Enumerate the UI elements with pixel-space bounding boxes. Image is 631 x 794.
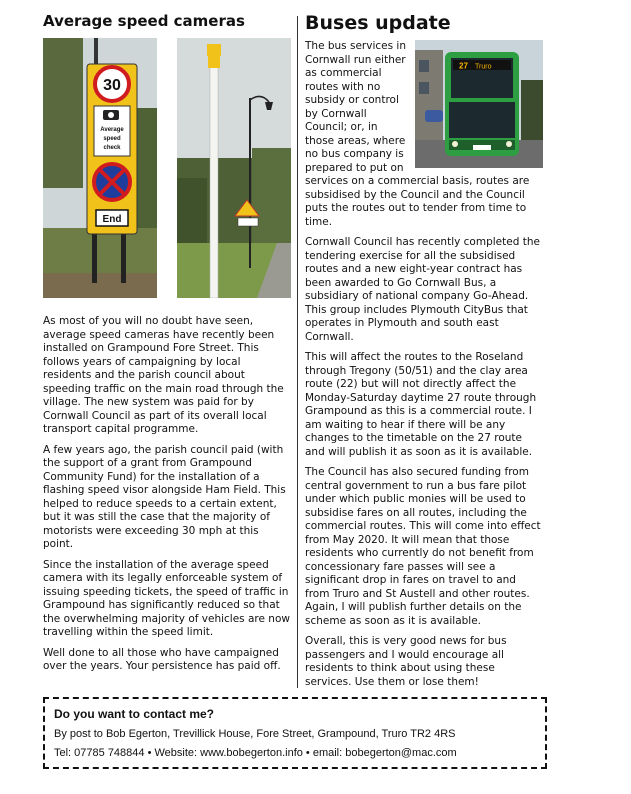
- bus-destination: Truro: [475, 63, 492, 71]
- bus-photo: [415, 40, 543, 168]
- sign-line-3: check: [103, 145, 121, 151]
- speed-sign-photo: [43, 38, 157, 298]
- bus-route-number: 27: [459, 61, 468, 71]
- contact-title: Do you want to contact me?: [54, 707, 215, 721]
- column-divider: [297, 16, 298, 688]
- sign-line-1: Average: [100, 127, 124, 133]
- sign-line-2: speed: [103, 136, 121, 142]
- buses-paragraph-1: The bus services in Cornwall run either as commercial routes with no subsidy or control by Cornwall Council; or, in those areas, where no bus company is prepared to put on services on a commercial basis, routes are subsidised by the Council and the Council puts the routes out to tender from time to time.: [305, 40, 530, 228]
- contact-box: [43, 697, 547, 769]
- contact-details: Tel: 07785 748844 • Website: www.bobegerton.info • email: bobegerton@mac.com: [54, 747, 457, 759]
- buses-paragraph-3: This will affect the routes to the Roseland through Tregony (50/51) and the clay area route (22) but will not directly affect the Monday-Saturday daytime 27 route through Grampound as this is a commercial route. I am waiting to hear if there will be any changes to the timetable on the 27 route and will publish it as soon as it is available.: [305, 351, 537, 458]
- speed-cameras-heading: Average speed cameras: [43, 12, 245, 30]
- buses-paragraph-4: The Council has also secured funding from central government to run a bus fare pilot under which public monies will be used to subsidise fares on all routes, including the commercial routes. This will come into effect from May 2020. It will mean that those residents who currently do not benefit from concessionary fare passes will see a significant drop in fares on travel to and from Truro and St Austell and other routes. Again, I will publish further details on the scheme as soon as it is available.: [305, 466, 541, 627]
- speed-limit-text: 30: [103, 77, 121, 94]
- buses-paragraph-2: Cornwall Council has recently completed the tendering exercise for all the subsidised routes and a new eight-year contract has been awarded to Go Cornwall Bus, a subsidiary of national company Go-Ahead. This group includes Plymouth CityBus that operates in Plymouth and south east Cornwall.: [305, 236, 540, 343]
- speed-paragraph-1: As most of you will no doubt have seen, average speed cameras have recently been installed on Grampound Fore Street. This follows years of campaigning by local residents and the parish council about speeding traffic on the main road through the village. The new system was paid for by Cornwall Council as part of its overall local transport capital programme.: [43, 315, 284, 435]
- buses-heading: Buses update: [305, 12, 451, 34]
- speed-camera-photos: [43, 38, 291, 298]
- camera-pole-photo: [177, 38, 291, 298]
- contact-post: By post to Bob Egerton, Trevillick House, Fore Street, Grampound, Truro TR2 4RS: [54, 728, 456, 740]
- camera-unit-icon: [207, 44, 221, 56]
- right-column: [305, 12, 543, 696]
- left-column: [43, 12, 291, 681]
- speed-paragraph-4: Well done to all those who have campaigned over the years. Your persistence has paid off.: [43, 646, 281, 672]
- speed-paragraph-3: Since the installation of the average speed camera with its legally enforceable system of issuing speeding tickets, the speed of traffic in Grampound has significantly reduced so that the overwhelming majority of vehicles are now travelling within the speed limit.: [43, 558, 290, 638]
- speed-paragraph-2: A few years ago, the parish council paid (with the support of a grant from Grampound Community Fund) for the installation of a flashing speed visor alongside Ham Field. This helped to reduce speeds to a certain extent, but it was still the case that the majority of motorists were exceeding 30 mph at this point.: [43, 443, 286, 550]
- buses-paragraph-5: Overall, this is very good news for bus passengers and I would encourage all residents to think about using these services. Use them or lose them!: [305, 635, 507, 688]
- sign-end-text: End: [102, 214, 122, 225]
